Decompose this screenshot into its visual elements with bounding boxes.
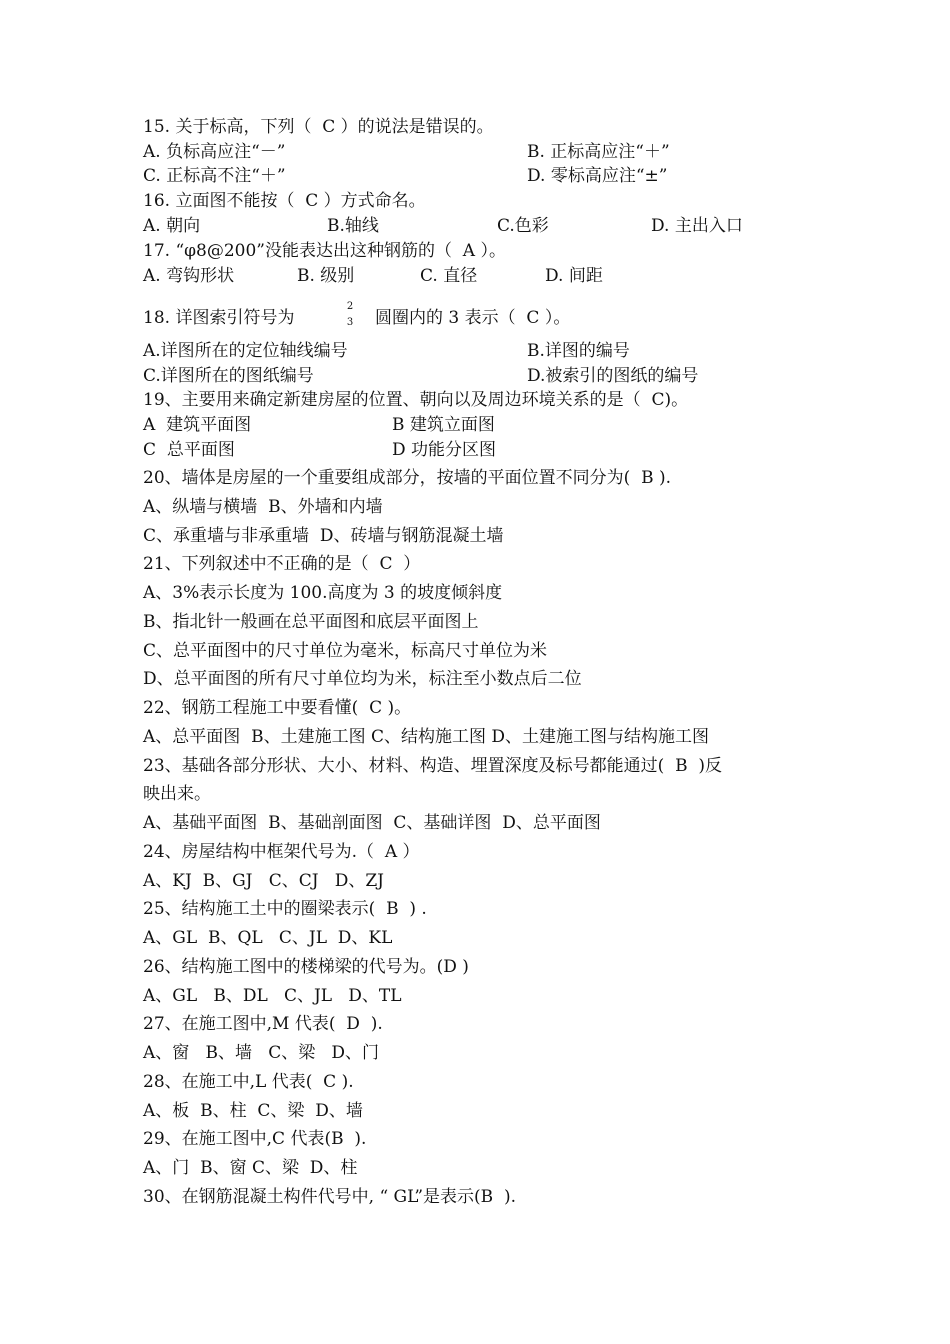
text-line: A、纵墙与横墙 B、外墙和内墙 <box>143 497 383 517</box>
question-18-option-d: D.被索引的图纸的编号 <box>527 366 699 386</box>
question-19-option-a: A 建筑平面图 <box>143 415 252 435</box>
text-line: C、承重墙与非承重墙 D、砖墙与钢筋混凝土墙 <box>143 526 504 546</box>
text-line: 24、房屋结构中框架代号为.（ A ） <box>143 842 420 862</box>
question-17-option-a: A. 弯钩形状 <box>143 266 235 286</box>
text-line: 25、结构施工土中的圈梁表示( B ) . <box>143 899 427 919</box>
question-16-option-a: A. 朝向 <box>143 216 201 236</box>
text-line: 23、基础各部分形状、大小、材料、构造、埋置深度及标号都能通过( B )反 <box>143 756 723 776</box>
text-line: A、GL B、QL C、JL D、KL <box>143 928 393 948</box>
question-16-option-b: B.轴线 <box>327 216 379 236</box>
question-17-option-b: B. 级别 <box>297 266 355 286</box>
question-18-stem-after: 圆圈内的 3 表示（ C ）。 <box>375 308 571 328</box>
text-line: 30、在钢筋混凝土构件代号中, “ GL”是表示(B ). <box>143 1187 516 1207</box>
question-16-option-c: C.色彩 <box>497 216 549 236</box>
text-line: 映出来。 <box>143 784 211 804</box>
question-19-option-d: D 功能分区图 <box>392 440 497 460</box>
index-symbol-denominator: 3 <box>346 317 354 328</box>
question-18-stem-before: 18. 详图索引符号为 <box>143 308 295 328</box>
text-line: 29、在施工图中,C 代表(B ). <box>143 1129 367 1149</box>
question-15-stem: 15. 关于标高，下列（ C ）的说法是错误的。 <box>143 117 494 137</box>
text-line: 22、钢筋工程施工中要看懂( C )。 <box>143 698 412 718</box>
question-19-option-c: C 总平面图 <box>143 440 235 460</box>
text-line: A、板 B、柱 C、梁 D、墙 <box>143 1101 363 1121</box>
question-16-option-d: D. 主出入口 <box>651 216 743 236</box>
text-line: B、指北针一般画在总平面图和底层平面图上 <box>143 612 479 632</box>
question-19-stem: 19、主要用来确定新建房屋的位置、朝向以及周边环境关系的是（ C)。 <box>143 390 689 410</box>
question-16-stem: 16. 立面图不能按（ C ）方式命名。 <box>143 191 426 211</box>
question-18-option-b: B.详图的编号 <box>527 341 630 361</box>
text-line: A、基础平面图 B、基础剖面图 C、基础详图 D、总平面图 <box>143 813 601 833</box>
text-line: D、总平面图的所有尺寸单位均为米，标注至小数点后二位 <box>143 669 582 689</box>
question-15-option-b: B. 正标高应注“＋” <box>527 142 670 162</box>
text-line: A、3%表示长度为 100.高度为 3 的坡度倾斜度 <box>143 583 503 603</box>
text-line: C、总平面图中的尺寸单位为毫米，标高尺寸单位为米 <box>143 641 548 661</box>
question-18-option-c: C.详图所在的图纸编号 <box>143 366 314 386</box>
text-line: A、GL B、DL C、JL D、TL <box>143 986 402 1006</box>
index-symbol-numerator: 2 <box>346 301 354 312</box>
question-17-stem: 17. “φ8@200”没能表达出这种钢筋的（ A ）。 <box>143 241 506 261</box>
text-line: A、窗 B、墙 C、梁 D、门 <box>143 1043 380 1063</box>
text-line: A、门 B、窗 C、梁 D、柱 <box>143 1158 358 1178</box>
question-17-option-d: D. 间距 <box>545 266 603 286</box>
question-15-option-d: D. 零标高应注“±” <box>527 166 668 186</box>
text-line: 27、在施工图中,M 代表( D ). <box>143 1014 383 1034</box>
question-15-option-a: A. 负标高应注“－” <box>143 142 286 162</box>
text-line: A、KJ B、GJ C、CJ D、ZJ <box>143 871 384 891</box>
text-line: 28、在施工中,L 代表( C ). <box>143 1072 354 1092</box>
text-line: 21、下列叙述中不正确的是（ C ） <box>143 554 421 574</box>
question-18-option-a: A.详图所在的定位轴线编号 <box>143 341 348 361</box>
question-15-option-c: C. 正标高不注“＋” <box>143 166 286 186</box>
text-line: 20、墙体是房屋的一个重要组成部分，按墙的平面位置不同分为( B ). <box>143 468 672 488</box>
text-line: 26、结构施工图中的楼梯梁的代号为。(D ) <box>143 957 469 977</box>
text-line: A、总平面图 B、土建施工图 C、结构施工图 D、土建施工图与结构施工图 <box>143 727 710 747</box>
question-19-option-b: B 建筑立面图 <box>392 415 495 435</box>
question-17-option-c: C. 直径 <box>420 266 478 286</box>
